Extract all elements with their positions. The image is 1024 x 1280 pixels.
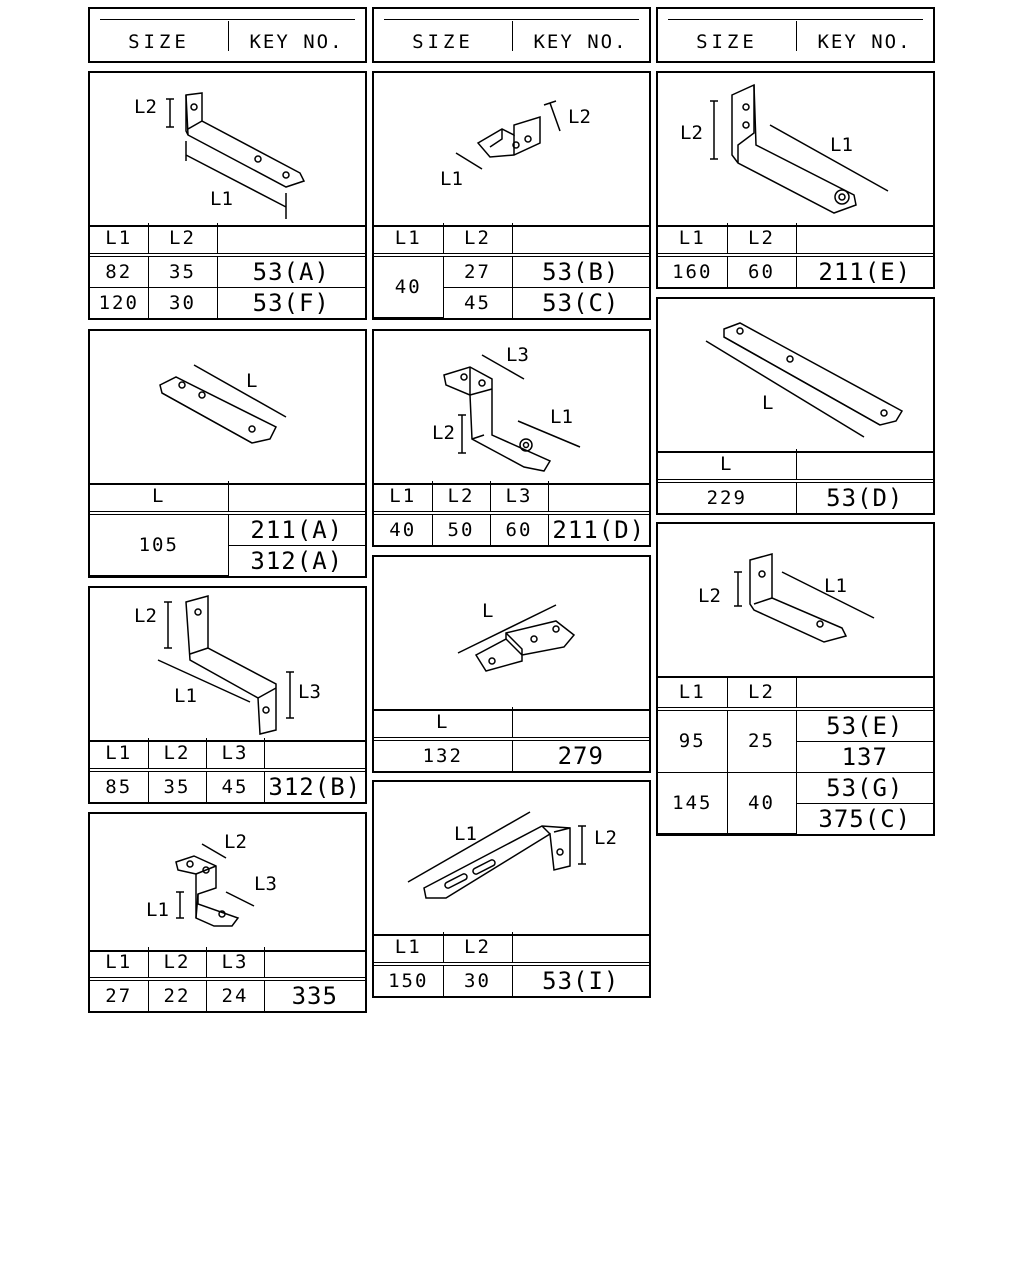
col-header: L3 [206,947,264,979]
dim-label: L [246,370,258,392]
part-panel-l-bracket-e [656,71,935,289]
dim-label: L2 [432,422,455,444]
dim-label: L1 [210,188,233,210]
key-number: 312(A) [228,545,365,576]
table-row: 82 35 53(A) [90,255,365,288]
col-header: L2 [148,223,217,255]
col-header: L1 [374,481,432,513]
table-row: 40 50 60 211(D) [374,513,649,545]
col-header: L1 [374,223,443,255]
table-row: 160 60 211(E) [658,255,933,287]
header-col-3 [656,7,935,63]
part-drawing [90,588,365,742]
part-drawing [90,73,365,227]
table-row: 85 35 45 312(B) [90,770,365,802]
part-panel-l-bracket-g [656,522,935,836]
size-table [374,932,649,996]
size-table [658,677,933,835]
table-row: 105 211(A) [90,513,365,546]
dim-label: L3 [254,873,277,895]
col-header: L1 [658,223,727,255]
part-panel-l-bracket-a [88,71,367,320]
dim-label: L [482,600,494,622]
key-number: 53(F) [217,288,365,319]
dim-label: L [762,392,774,414]
part-panel-slotted-bracket [372,780,651,998]
col-header: L2 [148,738,206,770]
part-drawing [90,814,365,952]
size-header: SIZE [696,31,758,53]
table-row: 145 40 53(G) [658,772,933,803]
part-drawing [374,557,649,711]
table-row: 120 30 53(F) [90,288,365,319]
key-number: 375(C) [796,803,933,834]
key-number: 53(A) [217,255,365,288]
col-header: L [90,481,228,513]
part-drawing [658,299,933,453]
key-no-header: KEY NO. [817,31,912,53]
size-table [374,707,649,771]
size-table [658,449,933,513]
table-row: 27 22 24 335 [90,979,365,1011]
size-table [658,223,933,287]
part-panel-u-bracket [88,586,367,804]
key-number: 53(E) [796,709,933,742]
col-header: L1 [90,223,148,255]
table-row: 95 25 53(E) [658,709,933,742]
part-panel-flat-plate [88,329,367,578]
table-row: 150 30 53(I) [374,964,649,996]
col-header: L2 [727,677,796,709]
key-number: 335 [264,979,365,1011]
dim-label: L1 [830,134,853,156]
key-number: 211(D) [548,513,649,545]
col-header: L1 [658,677,727,709]
table-row: 40 27 53(B) [374,255,649,288]
size-table [90,481,365,577]
key-number: 53(I) [512,964,649,996]
part-panel-offset-plate [372,555,651,773]
part-drawing [658,73,933,227]
dim-label: L1 [174,685,197,707]
part-panel-z-bracket-small [88,812,367,1013]
col-header: L2 [443,932,512,964]
size-table [90,223,365,318]
col-header: L1 [90,738,148,770]
key-number: 137 [796,741,933,772]
dim-label: L2 [134,605,157,627]
col-header: L2 [432,481,490,513]
col-header: L3 [490,481,548,513]
key-number: 53(G) [796,772,933,803]
part-drawing [374,73,649,227]
key-no-header: KEY NO. [533,31,628,53]
col-header: L2 [443,223,512,255]
size-table [90,947,365,1011]
key-number: 279 [512,739,649,771]
size-header: SIZE [412,31,474,53]
key-number: 211(E) [796,255,933,287]
key-number: 53(B) [512,255,649,288]
col-header: L2 [148,947,206,979]
size-table [374,223,649,319]
part-panel-step-bracket [372,71,651,320]
part-drawing [90,331,365,485]
dim-label: L2 [594,827,617,849]
col-header: L [374,707,512,739]
col-header: L3 [206,738,264,770]
dim-label: L1 [440,168,463,190]
table-row: 45 53(C) [374,287,649,318]
dim-label: L1 [550,406,573,428]
dim-label: L2 [698,585,721,607]
dim-label: L3 [506,344,529,366]
size-table [374,481,649,545]
header-col-1 [88,7,367,63]
dim-label: L1 [146,899,169,921]
table-row: 229 53(D) [658,481,933,513]
header-col-2 [372,7,651,63]
key-number: 211(A) [228,513,365,546]
key-no-header: KEY NO. [249,31,344,53]
col-header: L [658,449,796,481]
table-row: 132 279 [374,739,649,771]
part-panel-z-bracket-d [372,329,651,547]
key-number: 53(C) [512,287,649,318]
size-header: SIZE [128,31,190,53]
part-panel-long-bar [656,297,935,515]
size-table [90,738,365,802]
part-drawing [374,331,649,485]
dim-label: L2 [568,106,591,128]
dim-label: L1 [824,575,847,597]
part-drawing [374,782,649,936]
dim-label: L2 [224,831,247,853]
dim-label: L3 [298,681,321,703]
col-header: L1 [374,932,443,964]
dim-label: L2 [680,122,703,144]
key-number: 312(B) [264,770,365,802]
key-number: 53(D) [796,481,933,513]
dim-label: L1 [454,823,477,845]
part-drawing [658,524,933,678]
col-header: L1 [90,947,148,979]
col-header: L2 [727,223,796,255]
dim-label: L2 [134,96,157,118]
